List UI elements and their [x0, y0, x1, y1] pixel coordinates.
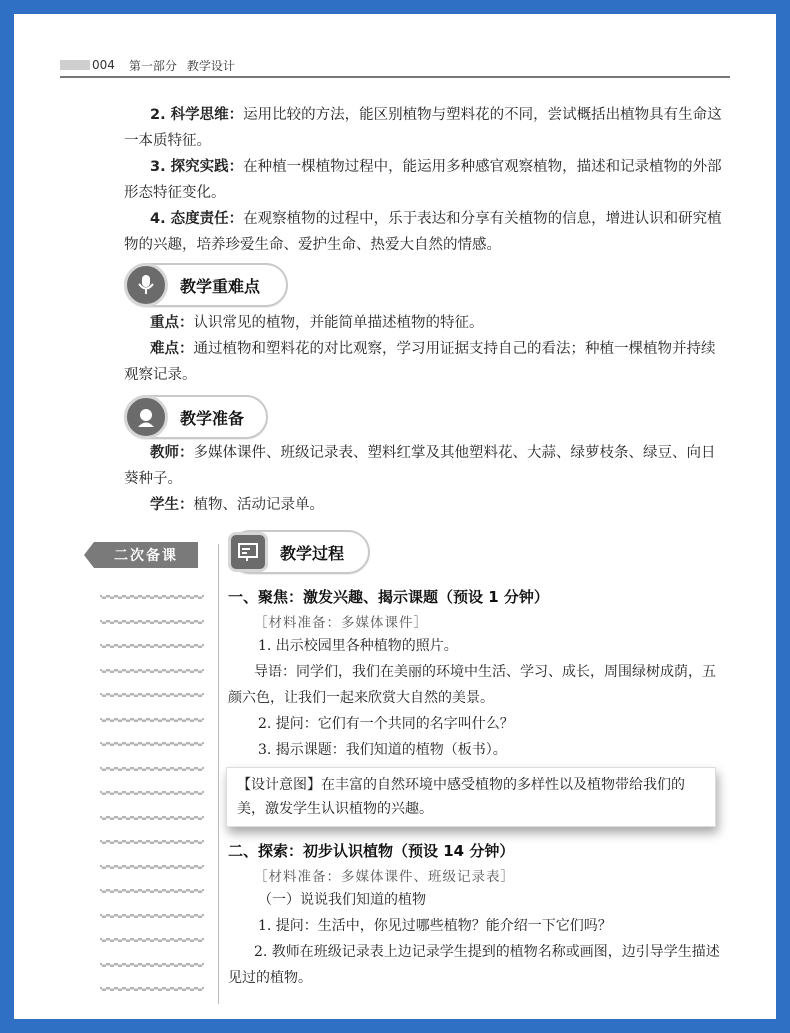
teacher-prep [124, 440, 724, 492]
objective-label: 4. 态度责任： [150, 211, 244, 227]
difficulty-text: 通过植物和塑料花的对比观察，学习用证据支持自己的看法；种植一棵植物并持续观察记录。 [124, 341, 716, 383]
teacher-text: 多媒体课件、班级记录表、塑料红掌及其他塑料花、大蒜、绿萝枝条、绿豆、向日葵种子。 [124, 445, 716, 487]
part2-step2: 2. 教师在班级记录表上边记录学生提到的植物名称或画图，边引导学生描述见过的植物。 [228, 944, 720, 986]
objective-text: 在观察植物的过程中，乐于表达和分享有关植物的信息，增进认识和研究植物的兴趣，培养珍爱生命、爱护生命、热爱大自然的情感。 [124, 211, 722, 253]
note-line [100, 594, 204, 600]
note-line [100, 668, 204, 674]
secondary-prep-tab: 二次备课 [94, 542, 198, 568]
note-line [100, 913, 204, 919]
process-pill [228, 530, 370, 574]
student-label: 学生： [150, 497, 194, 513]
difficulty-point [124, 336, 724, 388]
part2-heading: 二、探索：初步认识植物（预设 14 分钟） [228, 842, 515, 860]
note-line [100, 619, 204, 625]
process-title: 教学过程 [280, 543, 345, 563]
objective-label: 2. 科学思维： [150, 107, 244, 123]
page [14, 14, 776, 1019]
part2-step1: 1. 提问：生活中，你见过哪些植物？能介绍一下它们吗？ [258, 918, 612, 934]
objective-text: 在种植一棵植物过程中，能运用多种感官观察植物，描述和记录植物的外部形态特征变化。 [124, 159, 722, 201]
difficulty-label: 难点： [150, 341, 194, 357]
part2-sub1: （一）说说我们知道的植物 [258, 892, 426, 908]
note-line [100, 815, 204, 821]
key-points-title: 教学重难点 [180, 276, 261, 296]
design-intent-text: 【设计意图】在丰富的自然环境中感受植物的多样性以及植物带给我们的美，激发学生认识植物的兴趣。 [237, 777, 685, 817]
design-intent-box [226, 767, 716, 827]
blackboard-icon [228, 532, 268, 572]
note-line [100, 839, 204, 845]
note-line [100, 986, 204, 992]
student-prep [124, 492, 724, 518]
note-line [100, 790, 204, 796]
student-text: 植物、活动记录单。 [193, 497, 324, 513]
part1-step1: 1. 出示校园里各种植物的照片。 [258, 638, 458, 654]
note-line [100, 717, 204, 723]
header-rule [60, 76, 730, 78]
focus-text: 认识常见的植物，并能简单描述植物的特征。 [193, 315, 484, 331]
teacher-label: 教师： [150, 445, 194, 461]
section-label: 教学设计 [186, 58, 235, 73]
page-header [60, 54, 235, 76]
objective-label: 3. 探究实践： [150, 159, 244, 175]
page-number: 004 [92, 58, 115, 72]
note-line [100, 741, 204, 747]
note-line [100, 864, 204, 870]
header-bar [60, 60, 90, 70]
note-line [100, 888, 204, 894]
note-line [100, 692, 204, 698]
part-label: 第一部分 [128, 58, 177, 73]
part1-materials: ［材料准备：多媒体课件］ [254, 615, 428, 631]
preparation-pill [124, 395, 268, 439]
part1-guide: 导语：同学们，我们在美丽的环境中生活、学习、成长，周围绿树成荫，五颜六色，让我们一起来欣赏大自然的美景。 [228, 664, 716, 706]
person-icon [124, 395, 168, 439]
key-points-pill [124, 263, 288, 307]
objective-text: 运用比较的方法，能区别植物与塑料花的不同，尝试概括出植物具有生命这一本质特征。 [124, 107, 722, 149]
note-line [100, 643, 204, 649]
focus-label: 重点： [150, 315, 194, 331]
part1-step3: 3. 揭示课题：我们知道的植物（板书）。 [258, 742, 507, 758]
note-line [100, 766, 204, 772]
objective-3 [124, 154, 724, 206]
column-divider [218, 544, 219, 1004]
note-line [100, 937, 204, 943]
objective-2 [124, 102, 724, 154]
focus-point [124, 310, 724, 336]
part1-heading: 一、聚焦：激发兴趣、揭示课题（预设 1 分钟） [228, 588, 549, 606]
microphone-icon [124, 263, 168, 307]
part1-step2: 2. 提问：它们有一个共同的名字叫什么？ [258, 716, 514, 732]
preparation-title: 教学准备 [180, 408, 245, 428]
part2-materials: ［材料准备：多媒体课件、班级记录表］ [254, 869, 515, 885]
objective-4 [124, 206, 724, 258]
note-line [100, 962, 204, 968]
